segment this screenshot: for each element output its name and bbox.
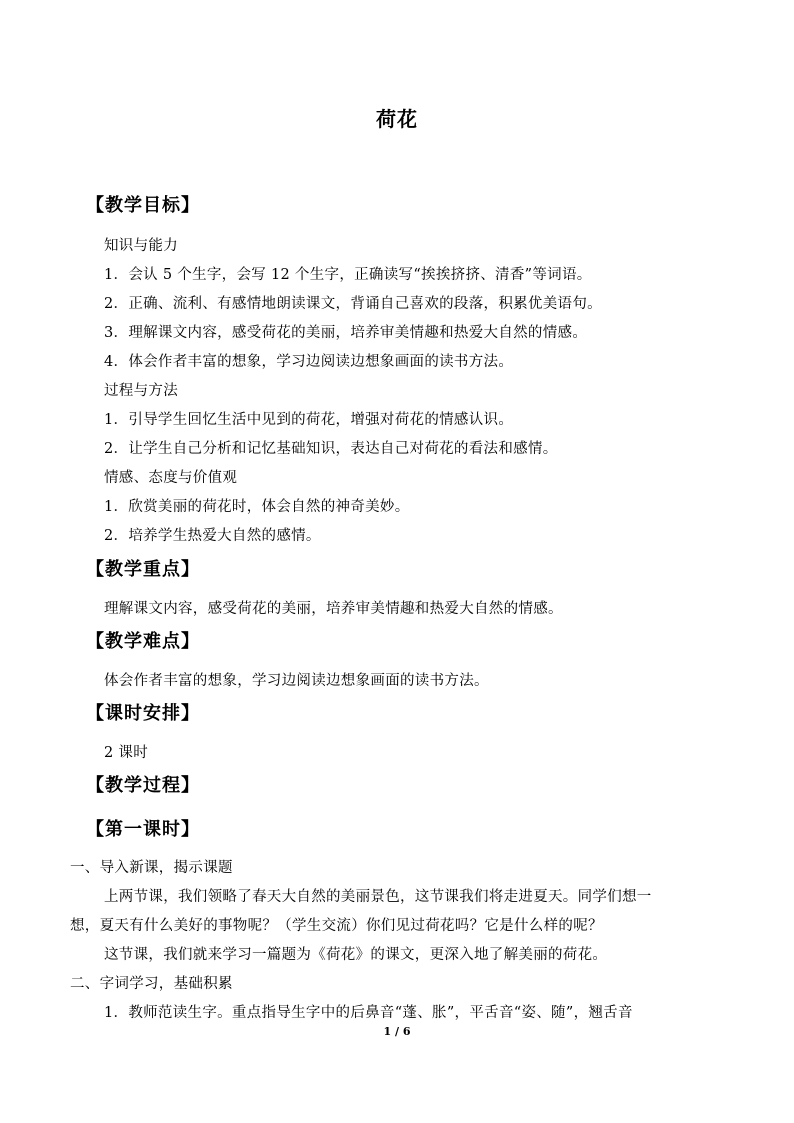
- subheading-emotion: 情感、态度与价值观: [104, 470, 238, 486]
- schedule-text: 2 课时: [104, 745, 149, 761]
- goal-item: 1．会认 5 个生字，会写 12 个生字，正确读写“挨挨挤挤、清香”等词语。: [104, 267, 592, 283]
- paragraph-line: 这节课，我们就来学习一篇题为《荷花》的课文，更深入地了解美丽的荷花。: [104, 947, 608, 963]
- goal-item: 2．正确、流利、有感情地朗读课文，背诵自己喜欢的段落，积累优美语句。: [104, 296, 602, 312]
- paragraph-line: 上两节课，我们领略了春天大自然的美丽景色，这节课我们将走进夏天。同学们想一: [104, 889, 652, 905]
- heading-teaching-difficulty: 【教学难点】: [86, 631, 200, 652]
- goal-item: 3．理解课文内容，感受荷花的美丽，培养审美情趣和热爱大自然的情感。: [104, 325, 588, 341]
- goal-item: 2．培养学生热爱大自然的感情。: [104, 528, 321, 544]
- paragraph-line: 1．教师范读生字。重点指导生字中的后鼻音“蓬、胀”，平舌音“姿、随”，翘舌音: [104, 1005, 633, 1021]
- goal-item: 1．引导学生回忆生活中见到的荷花，增强对荷花的情感认识。: [104, 412, 514, 428]
- paragraph-line: 想，夏天有什么美好的事物呢？（学生交流）你们见过荷花吗？它是什么样的呢？: [70, 918, 603, 934]
- page-number: 1 / 6: [383, 1025, 411, 1038]
- document-title: 荷花: [376, 107, 418, 131]
- heading-teaching-goals: 【教学目标】: [86, 195, 200, 216]
- subheading-knowledge: 知识与能力: [104, 238, 178, 254]
- goal-item: 4．体会作者丰富的想象，学习边阅读边想象画面的读书方法。: [104, 354, 514, 370]
- goal-item: 2．让学生自己分析和记忆基础知识，表达自己对荷花的看法和感情。: [104, 441, 558, 457]
- difficulty-text: 体会作者丰富的想象，学习边阅读边想象画面的读书方法。: [104, 673, 489, 689]
- subheading-process: 过程与方法: [104, 383, 178, 399]
- heading-teaching-process: 【教学过程】: [86, 775, 200, 796]
- heading-schedule: 【课时安排】: [86, 703, 200, 724]
- step-heading: 二、字词学习，基础积累: [70, 976, 233, 992]
- heading-teaching-focus: 【教学重点】: [86, 559, 200, 580]
- goal-item: 1．欣赏美丽的荷花时，体会自然的神奇美妙。: [104, 499, 410, 515]
- heading-first-lesson: 【第一课时】: [86, 819, 200, 840]
- focus-text: 理解课文内容，感受荷花的美丽，培养审美情趣和热爱大自然的情感。: [104, 601, 563, 617]
- step-heading: 一、导入新课，揭示课题: [70, 860, 233, 876]
